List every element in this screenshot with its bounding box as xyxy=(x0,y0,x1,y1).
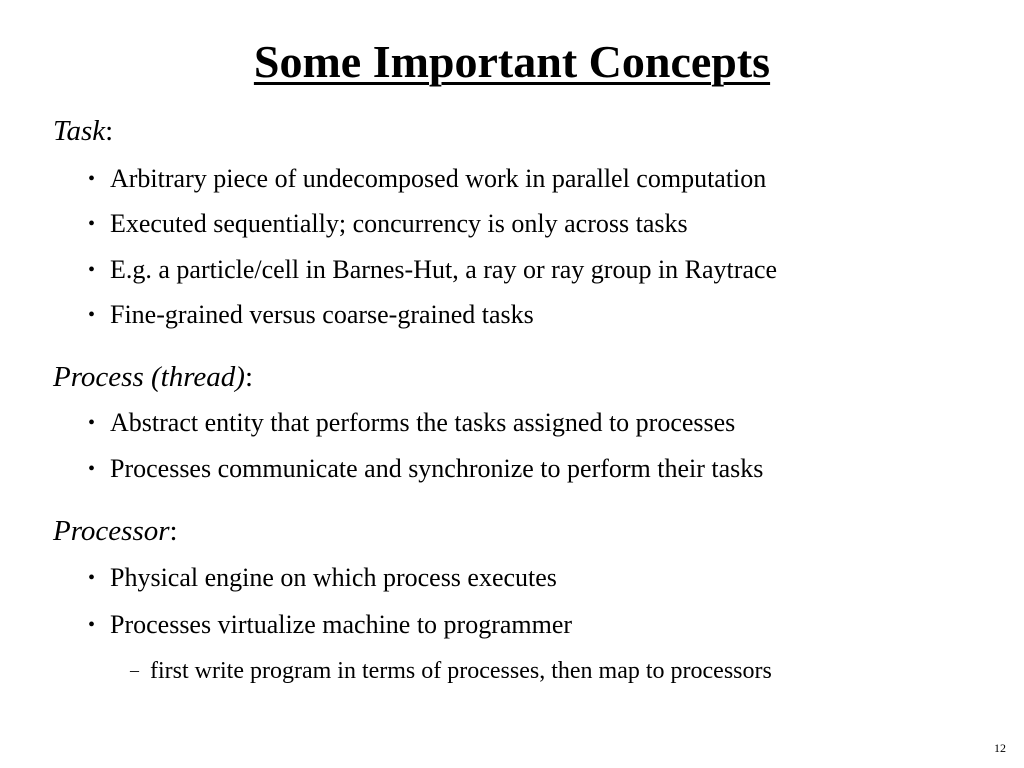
bullet-text: Processes communicate and synchronize to perform their tasks xyxy=(110,454,764,483)
bullet-text: Arbitrary piece of undecomposed work in parallel computation xyxy=(110,164,767,193)
bullet-item xyxy=(88,299,534,331)
bullet-text: Executed sequentially; concurrency is only across tasks xyxy=(110,209,688,238)
bullet-text: Processes virtualize machine to programmer xyxy=(110,610,573,639)
bullet-icon: • xyxy=(88,168,96,190)
bullet-icon: • xyxy=(88,458,96,480)
bullet-item xyxy=(88,208,688,240)
section-heading-text: Process (thread) xyxy=(53,361,245,393)
bullet-icon: • xyxy=(88,304,96,326)
bullet-text: E.g. a particle/cell in Barnes-Hut, a ray or ray group in Raytrace xyxy=(110,255,778,284)
bullet-text: Abstract entity that performs the tasks assigned to processes xyxy=(110,408,736,437)
bullet-icon: • xyxy=(88,213,96,235)
section-heading-text: Task xyxy=(53,115,106,147)
page-number: 12 xyxy=(994,741,1006,755)
section-heading-text: Processor xyxy=(53,515,170,547)
section-heading-task: Task: xyxy=(53,115,114,147)
bullet-item xyxy=(88,453,763,485)
subbullet-text: first write program in terms of processes, then map to processors xyxy=(150,658,772,684)
bullet-item xyxy=(88,609,572,641)
bullet-icon: • xyxy=(88,259,96,281)
bullet-item xyxy=(88,562,557,594)
section-heading-processor: Processor: xyxy=(53,515,178,547)
slide-title-text: Some Important Concepts xyxy=(253,36,771,87)
bullet-icon: • xyxy=(88,614,96,636)
bullet-text: Fine-grained versus coarse-grained tasks xyxy=(110,300,534,329)
section-heading-process: Process (thread): xyxy=(53,361,254,393)
slide-title xyxy=(0,32,1024,92)
subbullet-item xyxy=(130,655,772,686)
bullet-icon: • xyxy=(88,412,96,434)
bullet-icon: • xyxy=(88,567,96,589)
bullet-item xyxy=(88,254,777,286)
bullet-item xyxy=(88,163,766,195)
bullet-text: Physical engine on which process executes xyxy=(110,563,557,592)
bullet-item xyxy=(88,407,735,439)
dash-icon: – xyxy=(130,660,139,680)
